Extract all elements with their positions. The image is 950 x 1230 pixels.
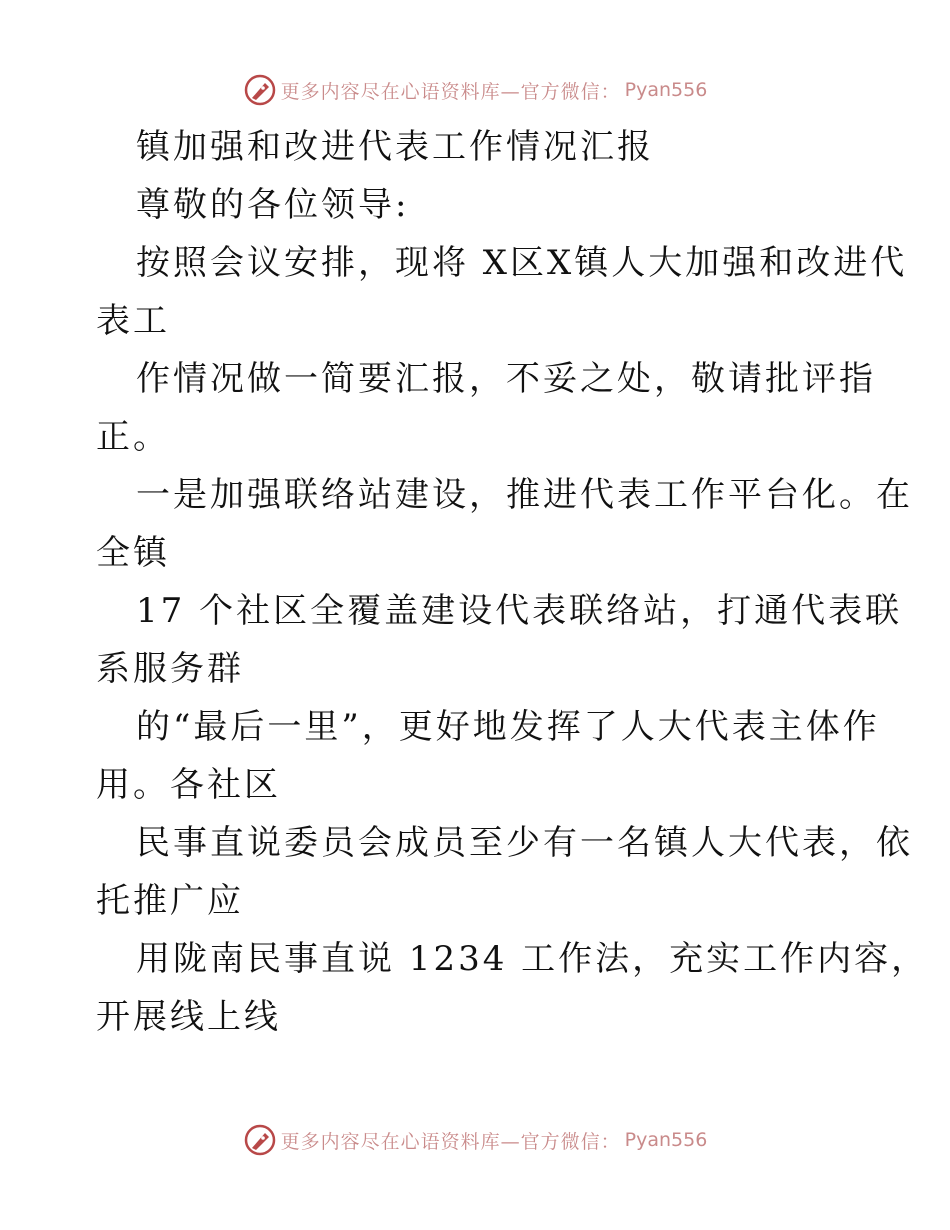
- pen-nib-logo-icon: [243, 73, 277, 107]
- text-line: 用陇南民事直说 1234 工作法，充实工作内容，: [136, 939, 929, 979]
- text-line: 系服务群: [96, 649, 244, 689]
- document-body: [96, 118, 929, 1046]
- text-line: 全镇: [96, 533, 170, 573]
- footer-banner-wechat-id: Pyan556: [624, 1129, 708, 1151]
- text-line: 一是加强联络站建设，推进代表工作平台化。在: [136, 475, 913, 515]
- footer-banner-text: 更多内容尽在心语资料库—官方微信：: [280, 1130, 621, 1153]
- header-banner-text: 更多内容尽在心语资料库—官方微信：: [280, 80, 621, 103]
- salutation: 尊敬的各位领导:: [136, 185, 410, 225]
- text-line: 正。: [96, 417, 170, 457]
- document-title: 镇加强和改进代表工作情况汇报: [136, 127, 654, 167]
- pen-nib-logo-icon: [243, 1123, 277, 1157]
- header-banner-wechat-id: Pyan556: [624, 79, 708, 101]
- text-line: 17 个社区全覆盖建设代表联络站，打通代表联: [136, 591, 903, 631]
- text-line: 表工: [96, 301, 170, 341]
- text-line: 的“最后一里”，更好地发挥了人大代表主体作: [136, 707, 880, 747]
- header-banner: [0, 70, 950, 110]
- footer-banner: [0, 1120, 950, 1160]
- text-line: 托推广应: [96, 881, 244, 921]
- text-line: 用。各社区: [96, 765, 281, 805]
- text-line: 作情况做一简要汇报，不妥之处，敬请批评指: [136, 359, 876, 399]
- text-line: 民事直说委员会成员至少有一名镇人大代表，依: [136, 823, 913, 863]
- text-line: 按照会议安排，现将 X区X镇人大加强和改进代: [136, 243, 908, 283]
- text-line: 开展线上线: [96, 997, 281, 1037]
